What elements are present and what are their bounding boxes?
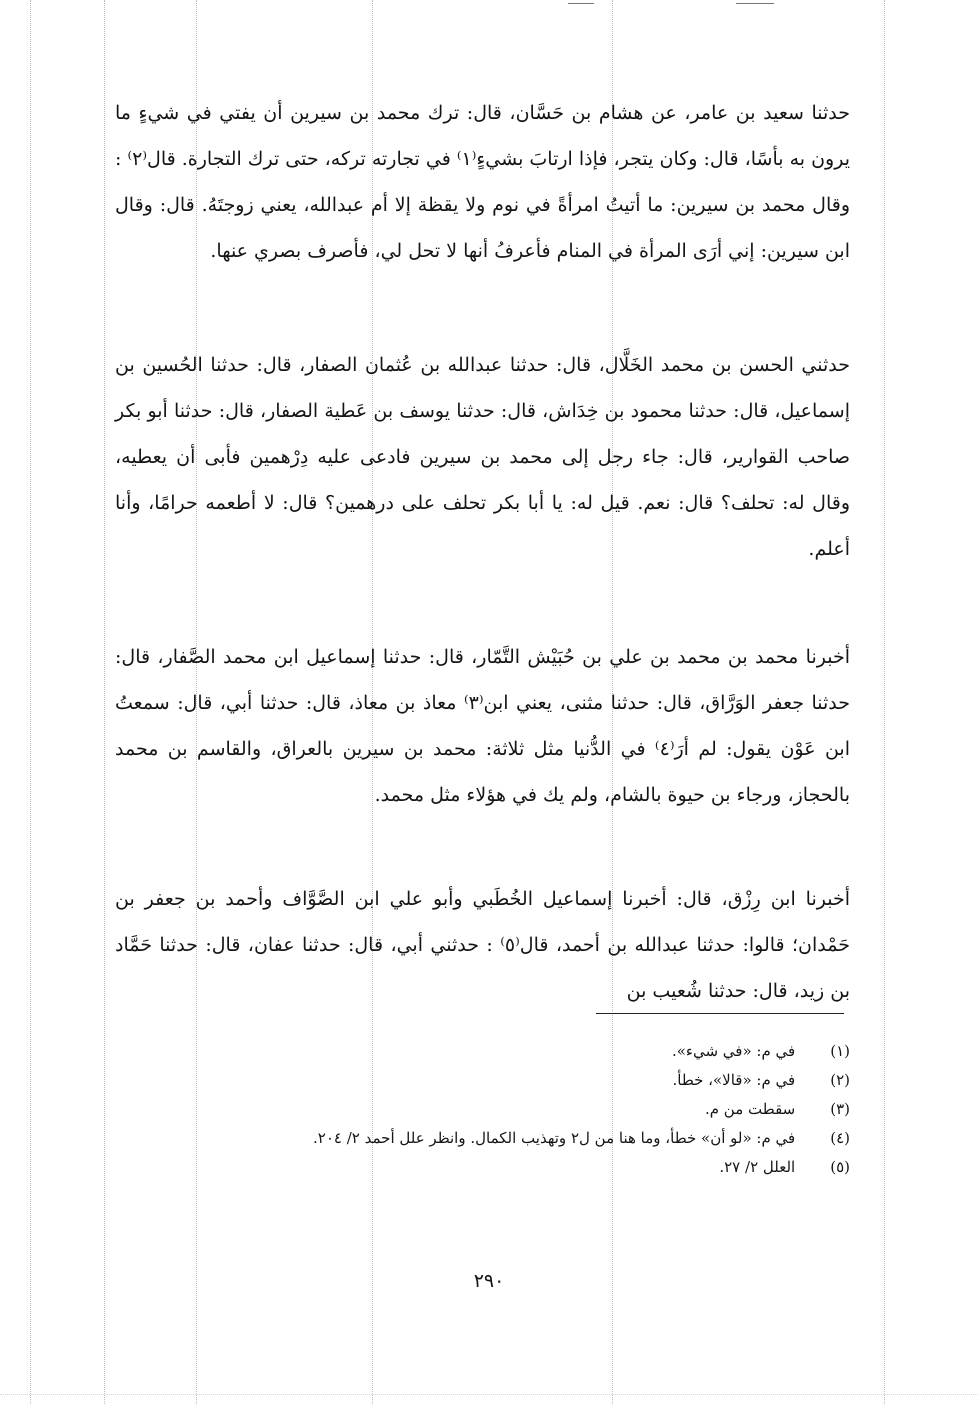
footnote-item	[140, 1095, 850, 1124]
main-text	[115, 342, 850, 572]
paragraph: أخبرنا محمد بن محمد بن علي بن حُبَيْش التَّمّار، قال: حدثنا إسماعيل ابن محمد الصَّفار، قال: حدثنا جعفر الوَرَّاق، قال: حدثنا مثنى، يعني ابن⁽٣⁾ معاذ بن معاذ، قال: حدثنا أبي، قال: سمعتُ ابن عَوْن يقول: لم أرَ⁽٤⁾ في الدُّنيا مثل ثلاثة: محمد بن سيرين بالعراق، والقاسم بن محمد بالحجاز، ورجاء بن حيوة بالشام، ولم يك في هؤلاء مثل محمد.	[115, 646, 851, 806]
footnote-text: في م: «في شيء».	[671, 1042, 796, 1060]
footnote-item	[140, 1037, 850, 1066]
footnote-text: العلل ٢/ ٢٧.	[719, 1158, 796, 1176]
footnote-number: (٤)	[830, 1129, 850, 1147]
paragraph: أخبرنا ابن رِزْق، قال: أخبرنا إسماعيل الخُطَبي وأبو علي ابن الصَّوَّاف وأحمد بن جعفر بن حَمْدان؛ قالوا: حدثنا عبدالله بن أحمد، قال⁽٥⁾ : حدثني أبي، قال: حدثنا عفان، قال: حدثنا حَمَّاد بن زيد، قال: حدثنا شُعيب بن	[115, 888, 850, 1002]
footnote-number: (١)	[830, 1042, 850, 1060]
top-edge-mark	[736, 3, 774, 4]
footnote-number: (٥)	[830, 1158, 850, 1176]
scan-artifact-line	[884, 0, 885, 1404]
footnotes	[140, 1037, 850, 1182]
footnote-text: سقطت من م.	[704, 1100, 796, 1118]
footnote-text: في م: «لو أن» خطأ، وما هنا من ل٢ وتهذيب الكمال. وانظر علل أحمد ٢/ ٢٠٤.	[313, 1129, 796, 1147]
footnote-number: (٢)	[830, 1071, 850, 1089]
footnote-item	[140, 1124, 850, 1153]
main-text	[115, 634, 850, 818]
scan-artifact-line	[30, 0, 31, 1404]
footnote-text: في م: «قالا»، خطأ.	[672, 1071, 796, 1089]
main-text	[115, 90, 850, 274]
top-edge-mark	[568, 3, 594, 4]
paragraph: حدثنا سعيد بن عامر، عن هشام بن حَسَّان، قال: ترك محمد بن سيرين أن يفتي في شيءٍ ما يرون به بأسًا، قال: وكان يتجر، فإذا ارتابَ بشيءٍ⁽١⁾ في تجارته تركه، حتى ترك التجارة. قال⁽٢⁾ : وقال محمد بن سيرين: ما أتيتُ امرأةً في نوم ولا يقظة إلا أم عبدالله، يعني زوجتَهُ. قال: وقال ابن سيرين: إني أرَى المرأة في المنام فأعرفُ أنها لا تحل لي، فأصرف بصري عنها.	[115, 102, 850, 262]
footnote-item	[140, 1066, 850, 1095]
scan-artifact-line	[104, 0, 105, 1404]
footnote-separator	[596, 1013, 844, 1014]
page-number: ٢٩٠	[473, 1270, 505, 1292]
paragraph: حدثني الحسن بن محمد الخَلَّال، قال: حدثنا عبدالله بن عُثمان الصفار، قال: حدثنا الحُسين بن إسماعيل، قال: حدثنا محمود بن خِدَاش، قال: حدثنا يوسف بن عَطية الصفار، قال: حدثنا أبو بكر صاحب القوارير، قال: جاء رجل إلى محمد بن سيرين فادعى عليه دِرْهمين فأبى أن يعطيه، وقال له: تحلف؟ قال: نعم. قيل له: يا أبا بكر تحلف على درهمين؟ قال: لا أطعمه حرامًا، وأنا أعلم.	[115, 354, 850, 560]
main-text	[115, 876, 850, 1014]
scan-artifact-line	[0, 1394, 978, 1395]
footnote-item	[140, 1153, 850, 1182]
footnote-number: (٣)	[830, 1100, 850, 1118]
